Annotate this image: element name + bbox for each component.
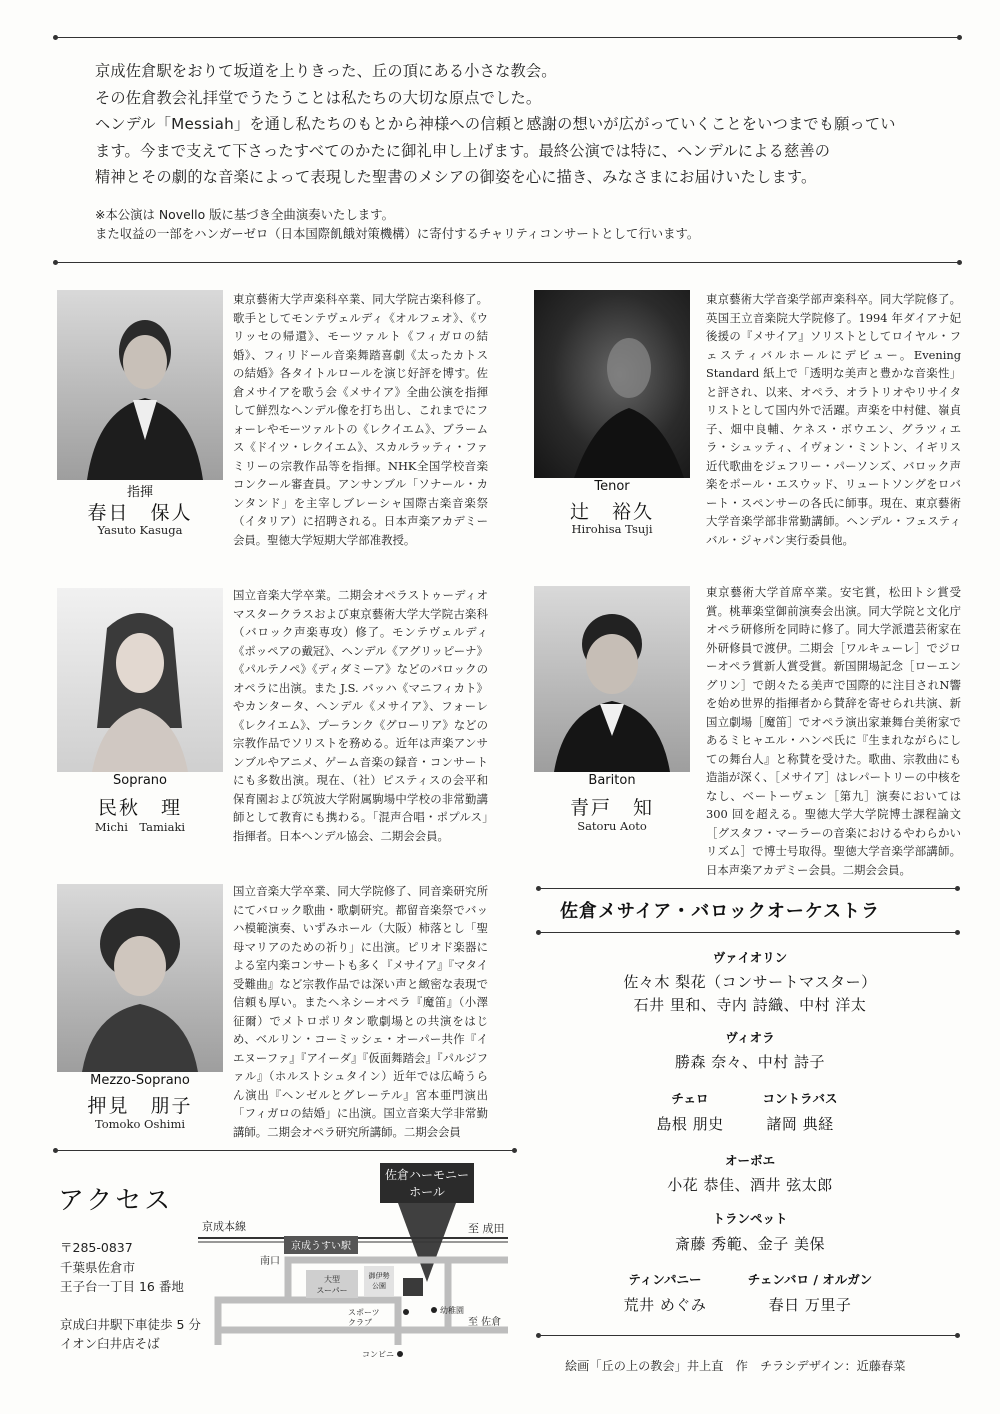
performer-name: 民秋 理 (97, 797, 182, 819)
section-viola: ヴィオラ (725, 1030, 775, 1045)
performer-bio: 東京藝術大学声楽科卒業、同大学院古楽科修了。歌手としてモンテヴェルディ《オルフェオ》、《ウリッセの帰還》、モーツァルト《フィガロの結婚》、フィリドール音楽舞踏喜劇《太ったカトスの結婚》各タイトルロールを演じ好評を博す。佐倉メサイアを歌う会《メサイア》全曲公演を指揮して鮮烈なヘンデル像を打ち出し、これまでにフォーレやモーツァルトの《レクイエム》、ブラームス《ドイツ・レクイエム》、スカルラッティ・ファミリーの宗教作品等を指揮。NHK全国学校音楽コンクール審査員。アンサンブル「ソナール・カンタンド」を主宰しブレーシャ国際古楽音楽祭（イタリア）に招聘される。日本声楽アカデミー会員。聖徳大学短期大学部准教授。 (233, 292, 488, 547)
performer-role: Tenor (594, 479, 630, 494)
performer-bio: 国立音楽大学卒業、同大学院修了、同音楽研究所にてバロック歌曲・歌劇研究。都留音楽祭でバッハ模範演奏、いずみホール（大阪）柿落とし「聖母マリアのための祈り」に出演。ピリオド楽器による室内楽コンサートも多く『メサイア』『マタイ受難曲』など宗教作品では深い声と緻密な表現で信頼も厚い。またヘネシーオペラ『魔笛』（小澤征爾）でメトロポリタン歌劇場との共演をはじめ、ベルリン・コーミッシェ・オーパー共作『イエヌーファ』『アイーダ』『仮面舞踏会』『パルジファル』（ホルストシュタイン）近年では広崎うらん演出『ヘンゼルとグレーテル』宮本亜門演出「フィガロの結婚」に出演。国立音楽大学非常勤講師。二期会オペラ研究所講師。二期会会員 (233, 884, 488, 1139)
map-station: 京成うすい駅 (291, 1241, 351, 1252)
performer-bio: 東京藝術大学音楽学部声楽科卒。同大学院修了。英国王立音楽院大学院修了。1994 年ダイアナ妃後援の『メサイア』ソリストとしてロイヤル・フェスティバルホールにデビュー。Evening Standard 紙上で「透明な美声と豊かな音楽性」と評され、以来、オペラ、オラトリオやリサイタリストとして国内外で活躍。声楽を中村健、嶺貞子、畑中良輔、ケネス・ボウエン、グラツィエラ・シュッティ、イヴォン・ミントン、イギリス近代歌曲をジェフリー・パーソンズ、バロック声楽をポール・エスウッド、リュートソングをロバート・スペンサーの各氏に師事。現在、東京藝術大学音楽学部非常勤講師。ヘンデル・フェスティバル・ジャパン実行委員他。 (706, 292, 961, 547)
map-sports-1: スポーツ (348, 1308, 380, 1317)
members-contrabass: 諸岡 典経 (766, 1115, 834, 1133)
access-title: アクセス (58, 1186, 174, 1216)
members-violin-2: 石井 里和、寺内 詩織、中村 洋太 (633, 996, 867, 1014)
intro-line: 京成佐倉駅をおりて坂道を上りきった、丘の頂にある小さな教会。 (95, 62, 557, 80)
performer-bio: 東京藝術大学首席卒業。安宅賞，松田トシ賞受賞。桃華楽堂御前演奏会出演。同大学院と文化庁オペラ研修所を同時に修了。同大学派遣芸術家在外研修員で渡伊。二期会［ワルキューレ］でジローオペラ賞新人賞受賞。新国開場記念［ローエングリン］で朗々たる美声で国際的に注目されN響を始め世界的指揮者から賛辞を寄せられ共演、新国立劇場［魔笛］でオペラ演出家兼舞台美術家であるミヒャエル・ハンペ氏に『生まれながらにしての舞台人』と称賛を受けた。歌曲、宗教曲にも造詣が深く、［メサイア］はレパートリーの中核をなし、ベートーヴェン［第九］演奏においては 300 回を超える。聖徳大学大学院博士課程論文［グスタフ・マーラーの音楽におけるやわらかいリズム］で博士号取得。聖徳大学音楽学部講師。日本声楽アカデミー会員。二期会会員。 (706, 585, 961, 877)
map-park-1: 御伊勢 (368, 1272, 390, 1280)
map-railway: 京成本線 (202, 1220, 246, 1233)
section-timpani: ティンパニー (628, 1272, 702, 1287)
intro-text (95, 58, 945, 191)
members-trumpet: 斎藤 秀範、金子 美保 (674, 1235, 826, 1253)
performer-role: Bariton (588, 773, 636, 788)
performer-name-en: Yasuto Kasuga (97, 523, 183, 537)
intro-line: その佐倉教会礼拝堂でうたうことは私たちの大切な原点でした。 (95, 88, 542, 107)
performer-name-en: Tomoko Oshimi (94, 1117, 186, 1131)
performer-name: 押見 朋子 (87, 1095, 193, 1117)
members-cembalo: 春日 万里子 (768, 1296, 852, 1314)
access-rule (55, 1150, 515, 1151)
members-oboe: 小花 恭佳、酒井 弦太郎 (667, 1176, 833, 1194)
map-venue-1: 佐倉ハーモニー (384, 1168, 470, 1182)
conductor-photo (57, 290, 223, 480)
orchestra-title: 佐倉メサイア・バロックオーケストラ (560, 901, 881, 922)
performer-role: 指揮 (126, 485, 153, 500)
performer-name-en: Hirohisa Tsuji (571, 522, 653, 536)
mezzo-soprano-photo (57, 884, 223, 1072)
map-sports-2: クラブ (348, 1318, 372, 1327)
intro-line: ヘンデル「Messiah」を通し私たちのもとから神様への信頼と感謝の想いが広がっていくことをいつまでも願ってい (95, 115, 896, 133)
map-supermarket-1: 大型 (324, 1275, 340, 1284)
intro-line: 精神とその劇的な音楽によって表現した聖書のメシアの御姿を心に描き、みなさまにお届けいたします。 (95, 168, 817, 186)
orchestra-rule-mid (538, 932, 958, 933)
performer-name: 辻 裕久 (569, 501, 654, 523)
soprano-photo (57, 588, 223, 772)
map-supermarket-2: スーパー (316, 1286, 348, 1295)
postal-code: 〒285-0837 (60, 1240, 133, 1255)
map-to-narita: 至 成田 (468, 1222, 505, 1235)
bariton-photo (534, 586, 690, 772)
performer-name: 青戸 知 (569, 797, 654, 819)
performer-role: Mezzo-Soprano (90, 1073, 190, 1088)
access-map (198, 1160, 518, 1360)
directions-walk: 京成臼井駅下車徒歩 5 分 (60, 1317, 201, 1332)
performer-bio: 国立音楽大学卒業。二期会オペラストゥーディオマスタークラスおよび東京藝術大学大学院古楽科（バロック声楽専攻）修了。モンテヴェルディ《ポッペアの戴冠》、ヘンデル《アグリッピーナ》《パルテノペ》《ディダミーア》などのバロックのオペラに出演。また J.S. バッハ《マニフィカト》やカンタータ、ヘンデル《メサイア》、フォーレ《レクイエム》、プーランク《グローリア》などの宗教作品でソリストを務める。近年は声楽アンサンブルやアニメ、ゲーム音楽の録音・コンサートにも多数出演。現在、（社）ピスティスの会平和保育園および筑波大学附属駒場中学校の非常勤講師として教育にも携わる。「混声合唱・ポプルス」指揮者。日本ヘンデル協会、二期会会員。 (233, 588, 488, 843)
tenor-photo (534, 290, 690, 478)
note-line: ※本公演は Novello 版に基づき全曲演奏いたします。 (95, 207, 394, 222)
map-venue-2: ホール (409, 1185, 445, 1199)
section-oboe: オーボエ (724, 1153, 775, 1168)
section-trumpet: トランペット (712, 1211, 788, 1226)
section-contrabass: コントラバス (762, 1091, 838, 1106)
map-kindergarten: 幼稚園 (440, 1306, 464, 1315)
charity-note (95, 205, 945, 243)
members-timpani: 荒井 めぐみ (623, 1296, 707, 1314)
members-cello: 島根 朋史 (656, 1115, 724, 1133)
credits: 絵画「丘の上の教会」井上直 作 チラシデザイン：近藤春菜 (565, 1359, 906, 1373)
intro-line: ます。今まで支えて下さったすべてのかたに御礼申し上げます。最終公演では特に、ヘンデルによる慈善の (95, 141, 831, 160)
address-street: 王子台一丁目 16 番地 (60, 1279, 184, 1294)
section-violin: ヴァイオリン (712, 950, 788, 965)
performer-name-en: Michi Tamiaki (94, 820, 186, 834)
performer-name-en: Satoru Aoto (577, 819, 647, 833)
orchestra-rule-top (538, 888, 958, 889)
members-viola: 勝森 奈々、中村 詩子 (674, 1053, 826, 1071)
top-rule (55, 37, 960, 38)
map-to-sakura: 至 佐倉 (468, 1317, 502, 1328)
section-cembalo: チェンバロ / オルガン (747, 1272, 873, 1287)
map-park-2: 公園 (372, 1282, 386, 1290)
map-south-exit: 南口 (260, 1256, 280, 1267)
performer-role: Soprano (113, 773, 167, 788)
section-rule (55, 262, 960, 263)
directions-near: イオン臼井店そば (60, 1336, 160, 1351)
members-violin-1: 佐々木 梨花（コンサートマスター） (623, 973, 877, 991)
orchestra-rule-bottom (538, 1335, 958, 1336)
map-convenience: コンビニ (362, 1350, 394, 1359)
address-city: 千葉県佐倉市 (60, 1260, 136, 1275)
performer-name: 春日 保人 (87, 502, 193, 524)
section-cello: チェロ (671, 1091, 709, 1106)
note-line: また収益の一部をハンガーゼロ（日本国際飢餓対策機構）に寄付するチャリティコンサートとして行います。 (95, 226, 700, 241)
